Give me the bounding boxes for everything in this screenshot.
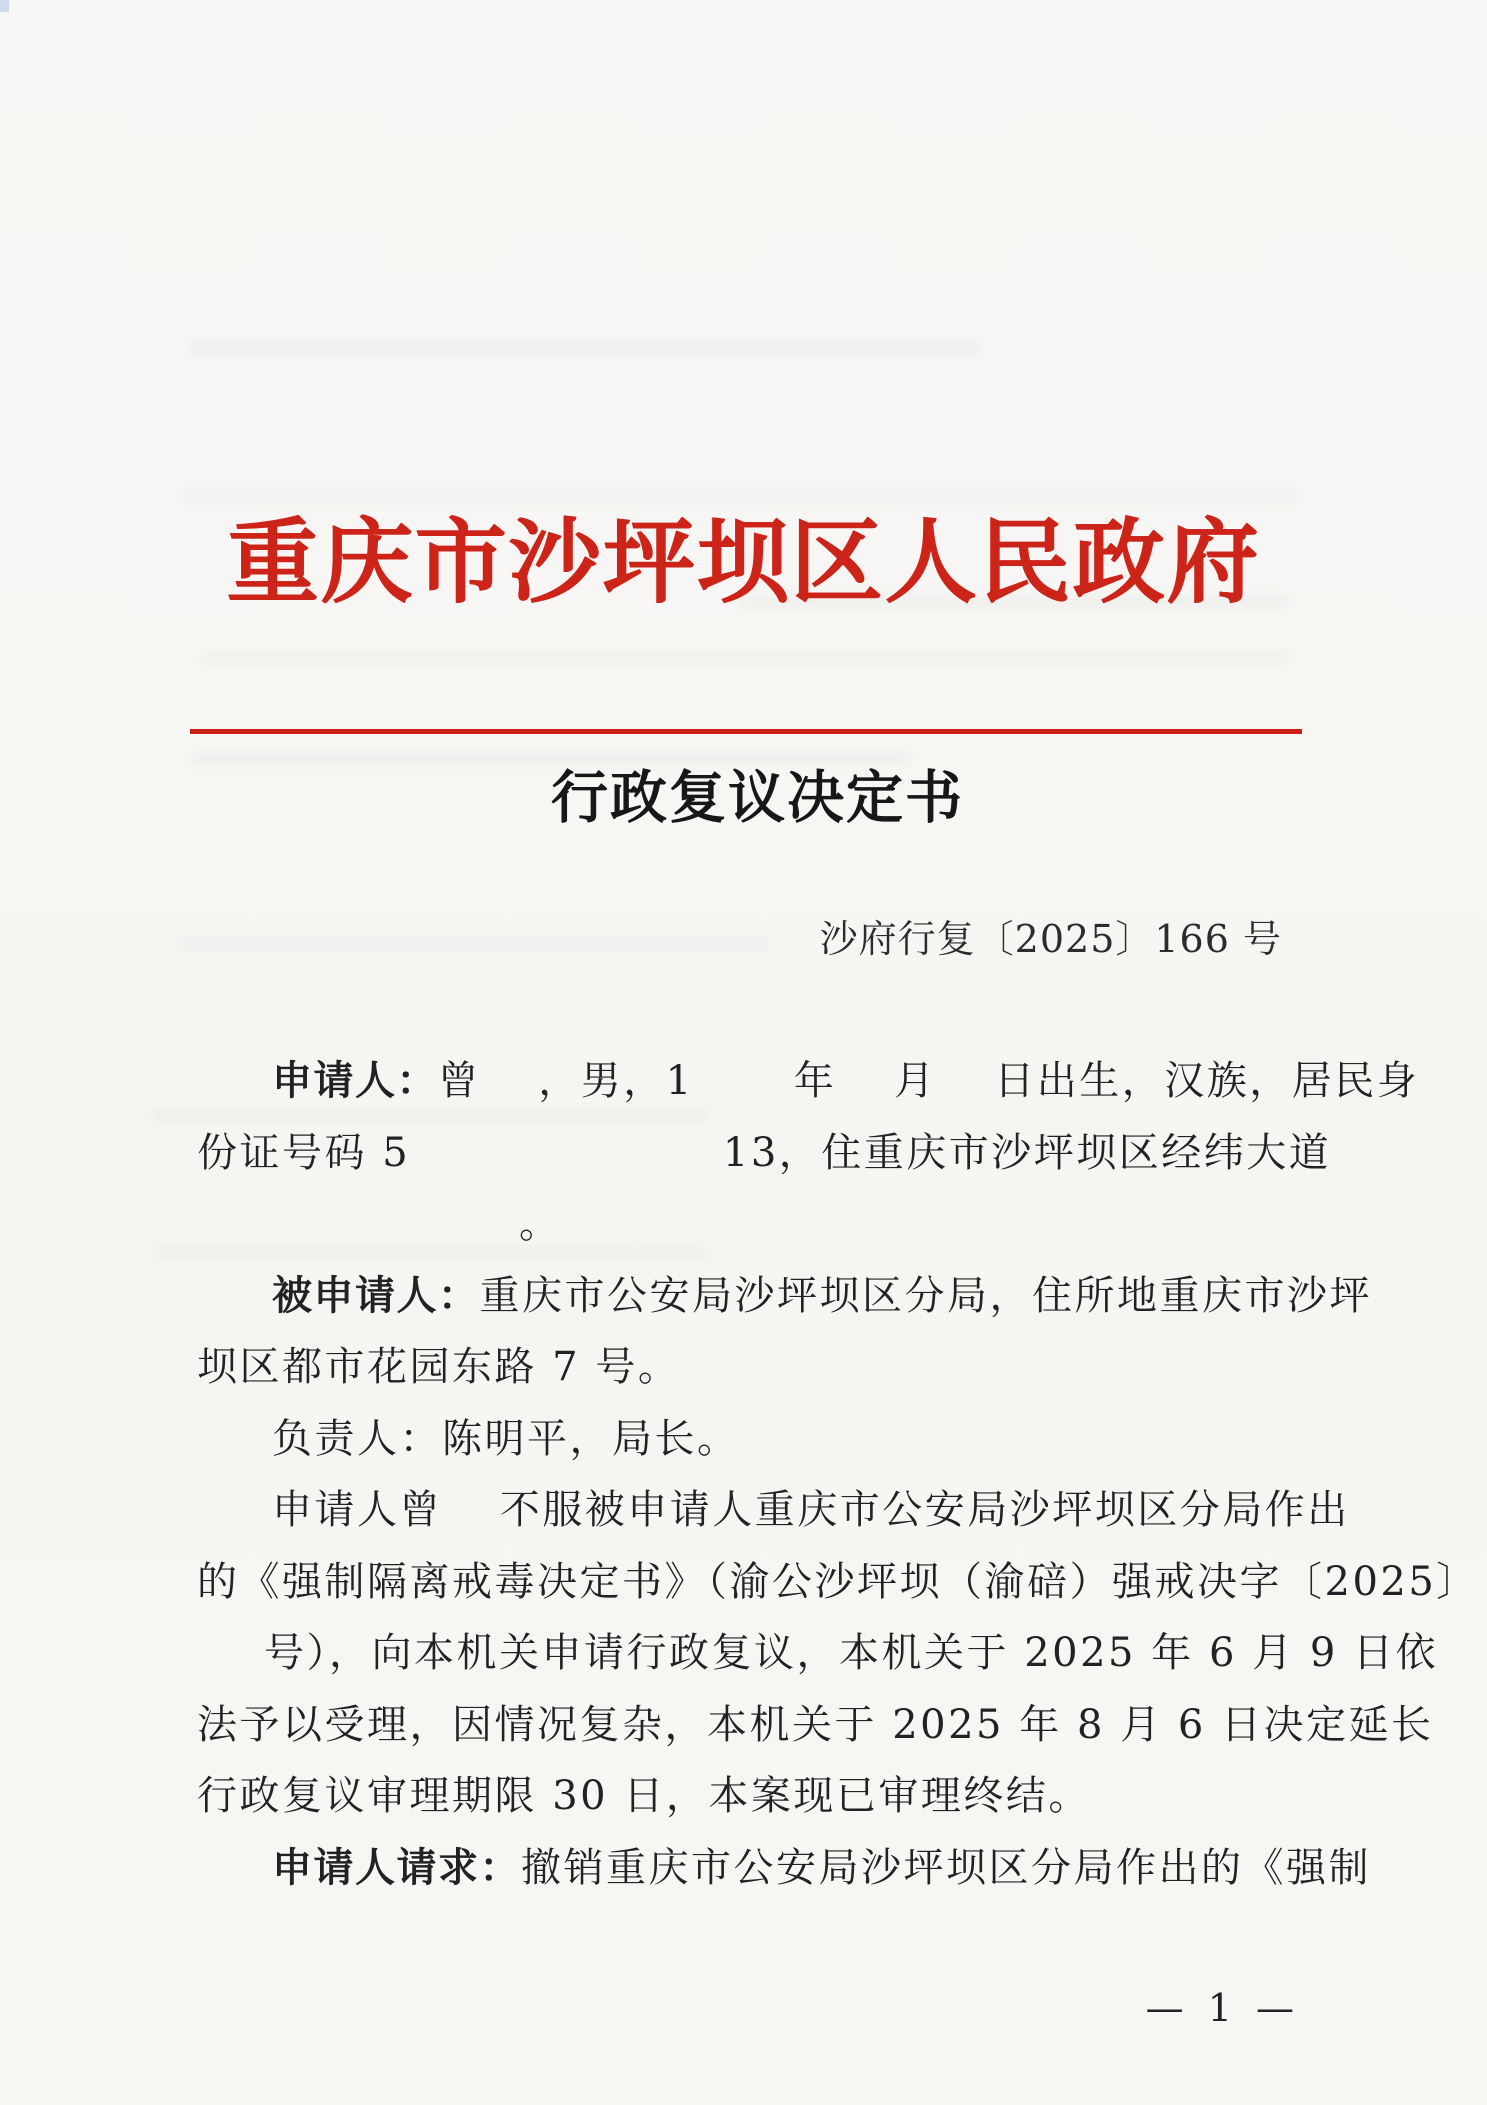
body-line-applicant [197, 1046, 1420, 1118]
ghost-bleed [200, 652, 1290, 666]
line-text: 曾 ，男，1 年 月 日出生，汉族，居民身 [438, 1058, 1420, 1104]
ghost-bleed [190, 340, 980, 356]
line-text: 法予以受理，因情况复杂，本机关于 2025 年 8 月 6 日决定延长 [197, 1701, 1434, 1748]
line-text: 重庆市公安局沙坪坝区分局，住所地重庆市沙坪 [479, 1272, 1372, 1319]
scan-edge-artifact [0, 0, 9, 12]
body-line-respondent-address [197, 1332, 1357, 1404]
page-number: — 1 — [1145, 1986, 1300, 2030]
body-line-request [197, 1833, 1371, 1905]
line-text: 的《强制隔离戒毒决定书》（渝公沙坪坝（渝碚）强戒决字〔2025〕 [197, 1558, 1479, 1605]
body-line-respondent [197, 1261, 1372, 1333]
line-text: 。 [519, 1201, 562, 1247]
document-reference-number: 沙府行复〔2025〕166 号 [819, 917, 1282, 961]
applicant-label: 申请人： [272, 1058, 438, 1104]
document-body [197, 1046, 1479, 1904]
body-line-id-number [197, 1118, 1357, 1190]
body-line-case-intro-4 [197, 1690, 1434, 1762]
body-line-address-end [197, 1189, 1357, 1261]
body-line-case-intro-1 [197, 1475, 1357, 1547]
line-text: 坝区都市花园东路 7 号。 [197, 1344, 681, 1390]
letterhead-divider-rule [190, 729, 1302, 734]
line-text: 撤销重庆市公安局沙坪坝区分局作出的《强制 [521, 1844, 1371, 1891]
ghost-bleed [180, 936, 770, 952]
line-text: 份证号码 5 13，住重庆市沙坪坝区经纬大道 [197, 1129, 1332, 1176]
line-text: 号），向本机关申请行政复议，本机关于 2025 年 6 月 9 日依 [264, 1630, 1438, 1676]
respondent-label: 被申请人： [272, 1272, 480, 1319]
government-letterhead-title: 重庆市沙坪坝区人民政府 [226, 508, 1261, 616]
line-text: 行政复议审理期限 30 日，本案现已审理终结。 [197, 1773, 1091, 1819]
body-line-case-intro-5 [197, 1761, 1357, 1833]
body-line-case-intro-3 [197, 1618, 1438, 1690]
ghost-bleed [180, 488, 1300, 504]
line-text: 申请人曾 不服被申请人重庆市公安局沙坪坝区分局作出 [272, 1487, 1350, 1533]
request-label: 申请人请求： [272, 1844, 521, 1891]
document-title: 行政复议决定书 [551, 764, 964, 831]
line-text: 负责人：陈明平，局长。 [272, 1415, 740, 1462]
body-line-case-intro-2 [197, 1547, 1479, 1619]
body-line-person-in-charge [197, 1404, 1357, 1476]
